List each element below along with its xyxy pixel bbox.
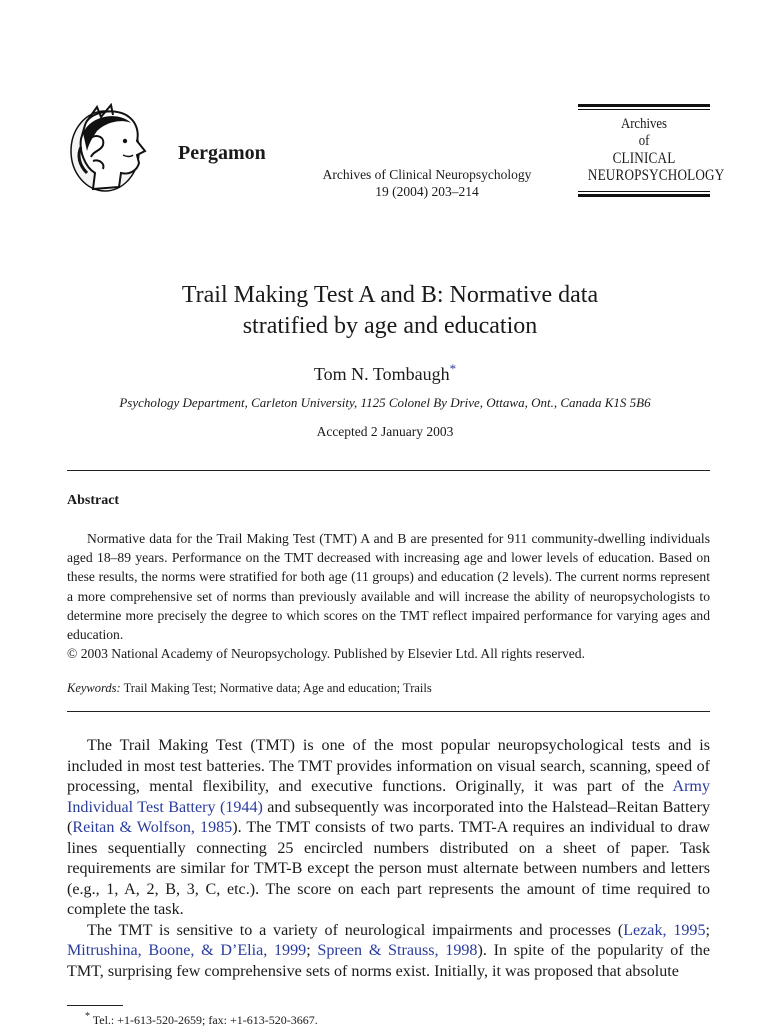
footnote [85, 1011, 318, 1028]
citation-link[interactable]: Army Individual Test Battery (1944) [67, 778, 710, 816]
author-footnote-link[interactable]: * [449, 361, 457, 376]
body-text-run: ; [306, 942, 318, 959]
journal-citation [300, 166, 554, 200]
article-title [0, 280, 768, 342]
title-line: Trail Making Test A and B: Normative data [181, 282, 599, 308]
keywords [67, 681, 432, 696]
masthead-rule-top [578, 104, 710, 107]
body-text-run: ). The TMT consists of two parts. TMT-A requires an individual to draw lines sequentially connecting 25 encircled numbers distributed on a sheet of paper. Task requirements are similar for TMT-B except the person must alternate between numbers and letters (e.g., 1, A, 2, B, 3, C, etc.). The score on each part represents the amount of time required to complete the task. [67, 819, 710, 918]
body-paragraph [67, 921, 710, 983]
accepted-date: Accepted 2 January 2003 [316, 424, 454, 439]
body-paragraph [67, 736, 710, 921]
author-line [0, 361, 768, 385]
pergamon-head-logo-icon [67, 103, 167, 198]
journal-header [0, 0, 768, 210]
masthead-line: NEUROPSYCHOLOGY [587, 167, 725, 184]
abstract-heading: Abstract [67, 493, 120, 508]
citation-link[interactable]: Mitrushina, Boone, & D’Elia, 1999 [67, 942, 307, 959]
divider-top [67, 470, 710, 471]
keywords-list: Trail Making Test; Normative data; Age and education; Trails [123, 681, 432, 695]
journal-masthead [587, 116, 725, 184]
copyright-notice: © 2003 National Academy of Neuropsychology. Published by Elsevier Ltd. All rights reserved. [67, 646, 585, 662]
body-text-run: The Trail Making Test (TMT) is one of the most popular neuropsychological tests and is included in most test batteries. The TMT provides information on visual search, scanning, speed of processing, mental flexibility, and executive functions. Originally, it was part of the [67, 737, 710, 795]
keywords-label: Keywords: [67, 681, 121, 695]
abstract-body [67, 529, 710, 663]
body-text-run: ). In spite of the popularity of the TMT, surprising few comprehensive sets of norms exist. Initially, it was proposed that absolute [67, 942, 710, 980]
masthead-line: of [638, 133, 650, 149]
masthead-line: CLINICAL [612, 150, 676, 167]
journal-volume: 19 (2004) 203–214 [375, 184, 479, 199]
article-body [67, 736, 710, 982]
body-text-run: and subsequently was incorporated into the Halstead–Reitan Battery ( [67, 798, 710, 836]
footnote-rule [67, 1005, 123, 1006]
citation-link[interactable]: Lezak, 1995 [623, 921, 706, 939]
citation-link[interactable]: Reitan & Wolfson, 1985 [72, 819, 233, 836]
masthead-line: Archives [620, 116, 668, 132]
title-line: stratified by age and education [242, 313, 538, 339]
author-affiliation: Psychology Department, Carleton University, 1125 Colonel By Drive, Ottawa, Ont., Canada K1S 5B6 [119, 395, 651, 410]
footnote-mark: * [85, 1011, 90, 1022]
masthead-rule-bottom [578, 194, 710, 197]
body-text-run: ; [705, 921, 711, 939]
masthead-rule-top-thin [578, 109, 710, 110]
journal-name: Archives of Clinical Neuropsychology [322, 167, 532, 182]
footnote-text: Tel.: +1-613-520-2659; fax: +1-613-520-3667. [90, 1013, 318, 1027]
body-text-run: The TMT is sensitive to a variety of neurological impairments and processes ( [87, 921, 624, 939]
divider-bottom [67, 711, 710, 712]
abstract-text: Normative data for the Trail Making Test (TMT) A and B are presented for 911 community-dwelling individuals aged 18–89 years. Performance on the TMT decreased with increasing age and lower levels of education. Based on these results, the norms were stratified for both age (11 groups) and education (2 levels). The current norms represent a more comprehensive set of norms than previously available and will increase the ability of neuropsychologists to determine more precisely the degree to which scores on the TMT reflect impaired performance for varying ages and education. [67, 531, 710, 643]
publisher-name: Pergamon [178, 142, 266, 164]
masthead-rule-bottom-thin [578, 191, 710, 192]
author-name: Tom N. Tombaugh [313, 364, 450, 384]
citation-link[interactable]: Spreen & Strauss, 1998 [317, 942, 478, 959]
